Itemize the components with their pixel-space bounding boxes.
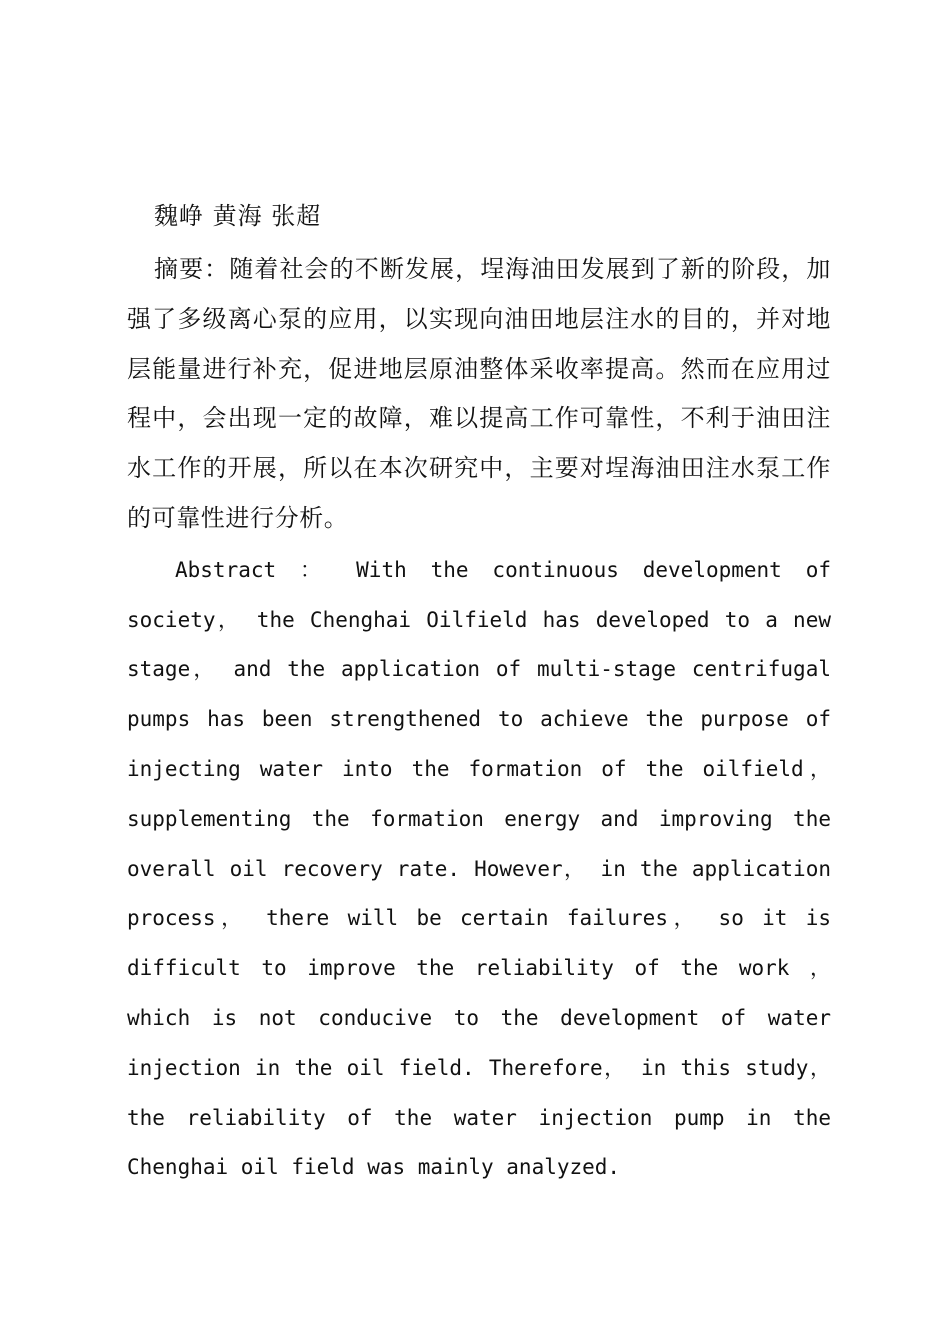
chinese-abstract: 摘要：随着社会的不断发展，埕海油田发展到了新的阶段，加强了多级离心泵的应用，以实现向油田地层注水的目的，并对地层能量进行补充，促进地层原油整体采收率提高。然而在应用过程中，会出现一定的故障，难以提高工作可靠性，不利于油田注水工作的开展，所以在本次研究中，主要对埕海油田注水泵工作的可靠性进行分析。: [127, 255, 831, 532]
english-abstract: Abstract ： With the continuous development of society， the Chenghai Oilfield has developed to a new stage， and the application of multi-stage centrifugal pumps has been strengthened to achieve the purpose of injecting water into the formation of the oilfield， supplementing the formation energy and improving the overall oil recovery rate. However， in the application process， there will be certain failures， so it is difficult to improve the reliability of the work ， which is not conducive to the development of water injection in the oil field. Therefore， in this study， the reliability of the water injection pump in the Chenghai oil field was mainly analyzed.: [127, 557, 831, 1180]
author-line: 魏峥 黄海 张超: [154, 202, 322, 230]
abstract-section: [127, 196, 831, 1193]
